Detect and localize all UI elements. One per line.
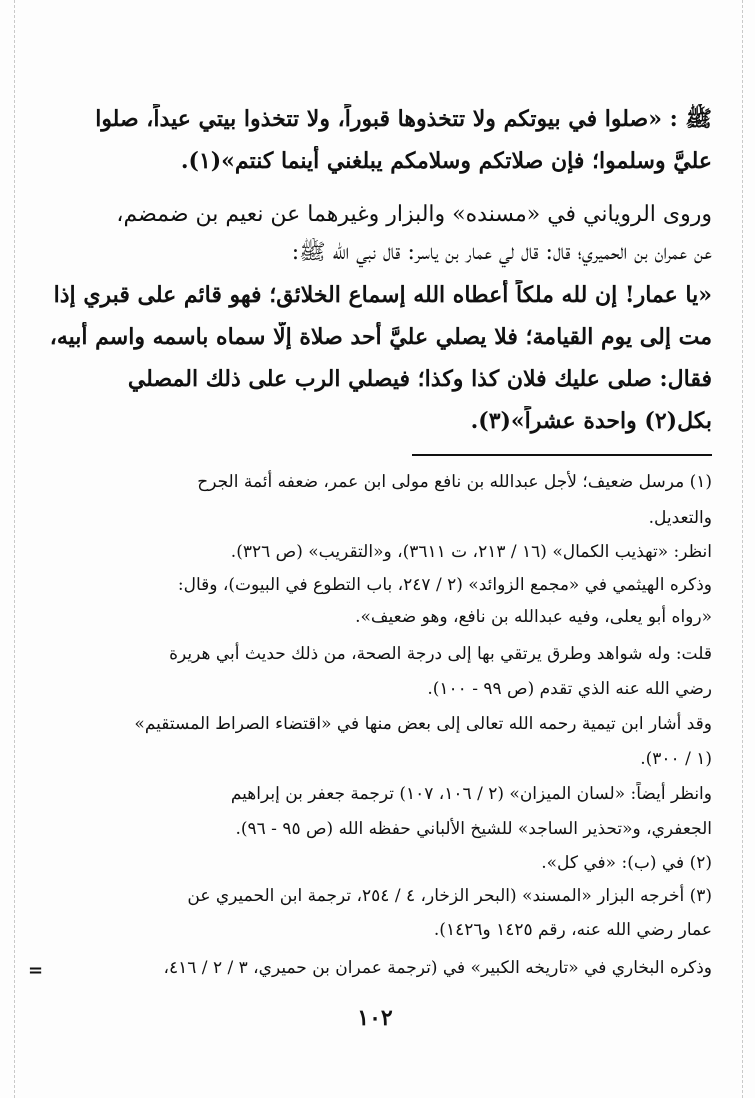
main-line-3: وروى الروياني في «مسنده» والبزار وغيرهما عن نعيم بن ضمضم، (116, 202, 712, 227)
footnote-line: عمار رضي الله عنه، رقم ١٤٢٥ و١٤٢٦). (433, 920, 712, 940)
footnote-line: انظر: «تهذيب الكمال» (١٦ / ٢١٣، ت ٣٦١١)، و«التقريب» (ص ٣٢٦). (230, 542, 712, 562)
footnote-line: قلت: وله شواهد وطرق يرتقي بها إلى درجة الصحة، من ذلك حديث أبي هريرة (169, 644, 712, 664)
footnote-line: والتعديل. (648, 508, 712, 528)
footnote-line: (١ / ٣٠٠). (640, 749, 712, 769)
main-line-6: مت إلى يوم القيامة؛ فلا يصلي عليَّ أحد صلاة إلّا سماه باسمه واسم أبيه، (49, 324, 712, 350)
footnote-line: «رواه أبو يعلى، وفيه عبدالله بن نافع، وهو ضعيف». (355, 607, 712, 627)
footnote-line: (٢) في (ب): «في كل». (541, 853, 712, 873)
footnote-line: وانظر أيضاً: «لسان الميزان» (٢ / ١٠٦، ١٠٧) ترجمة جعفر بن إبراهيم (230, 784, 712, 804)
continuation-mark: = (28, 960, 44, 981)
main-line-7: فقال: صلى عليك فلان كذا وكذا؛ فيصلي الرب على ذلك المصلي (127, 366, 712, 392)
main-line-1: ﷺ : «صلوا في بيوتكم ولا تتخذوها قبوراً، ولا تتخذوا بيتي عيداً، صلوا (95, 106, 712, 132)
footnote-line: (٣) أخرجه البزار «المسند» (البحر الزخار، ٤ / ٢٥٤، ترجمة ابن الحميري عن (187, 886, 712, 906)
footnote-line: (١) مرسل ضعيف؛ لأجل عبدالله بن نافع مولى ابن عمر، ضعفه أئمة الجرح (197, 472, 712, 492)
main-line-4: عن عمران بن الحميري؛ قال: قال لي عمار بن ياسر: قال نبي الله ﷺ: (291, 240, 712, 265)
main-line-8: بكل(٢) واحدة عشراً»(٣). (470, 408, 712, 434)
footnote-line: رضي الله عنه الذي تقدم (ص ٩٩ - ١٠٠). (427, 679, 712, 699)
scan-edge-right (742, 0, 743, 1098)
footnote-line: وقد أشار ابن تيمية رحمه الله تعالى إلى بعض منها في «اقتضاء الصراط المستقيم» (134, 714, 712, 734)
footnote-line: الجعفري، و«تحذير الساجد» للشيخ الألباني حفظه الله (ص ٩٥ - ٩٦). (235, 819, 712, 839)
footnote-divider (412, 454, 712, 456)
page-number: ١٠٢ (357, 1005, 393, 1031)
footnote-line: وذكره البخاري في «تاريخه الكبير» في (ترجمة عمران بن حميري، ٣ / ٢ / ٤١٦، (163, 958, 712, 978)
scan-edge-left (14, 0, 15, 1098)
main-line-2: عليَّ وسلموا؛ فإن صلاتكم وسلامكم يبلغني أينما كنتم»(١). (180, 148, 712, 174)
footnote-line: وذكره الهيثمي في «مجمع الزوائد» (٢ / ٢٤٧، باب التطوع في البيوت)، وقال: (177, 575, 712, 595)
main-line-5: «يا عمار! إن لله ملكاً أعطاه الله إسماع الخلائق؛ فهو قائم على قبري إذا (53, 282, 712, 308)
